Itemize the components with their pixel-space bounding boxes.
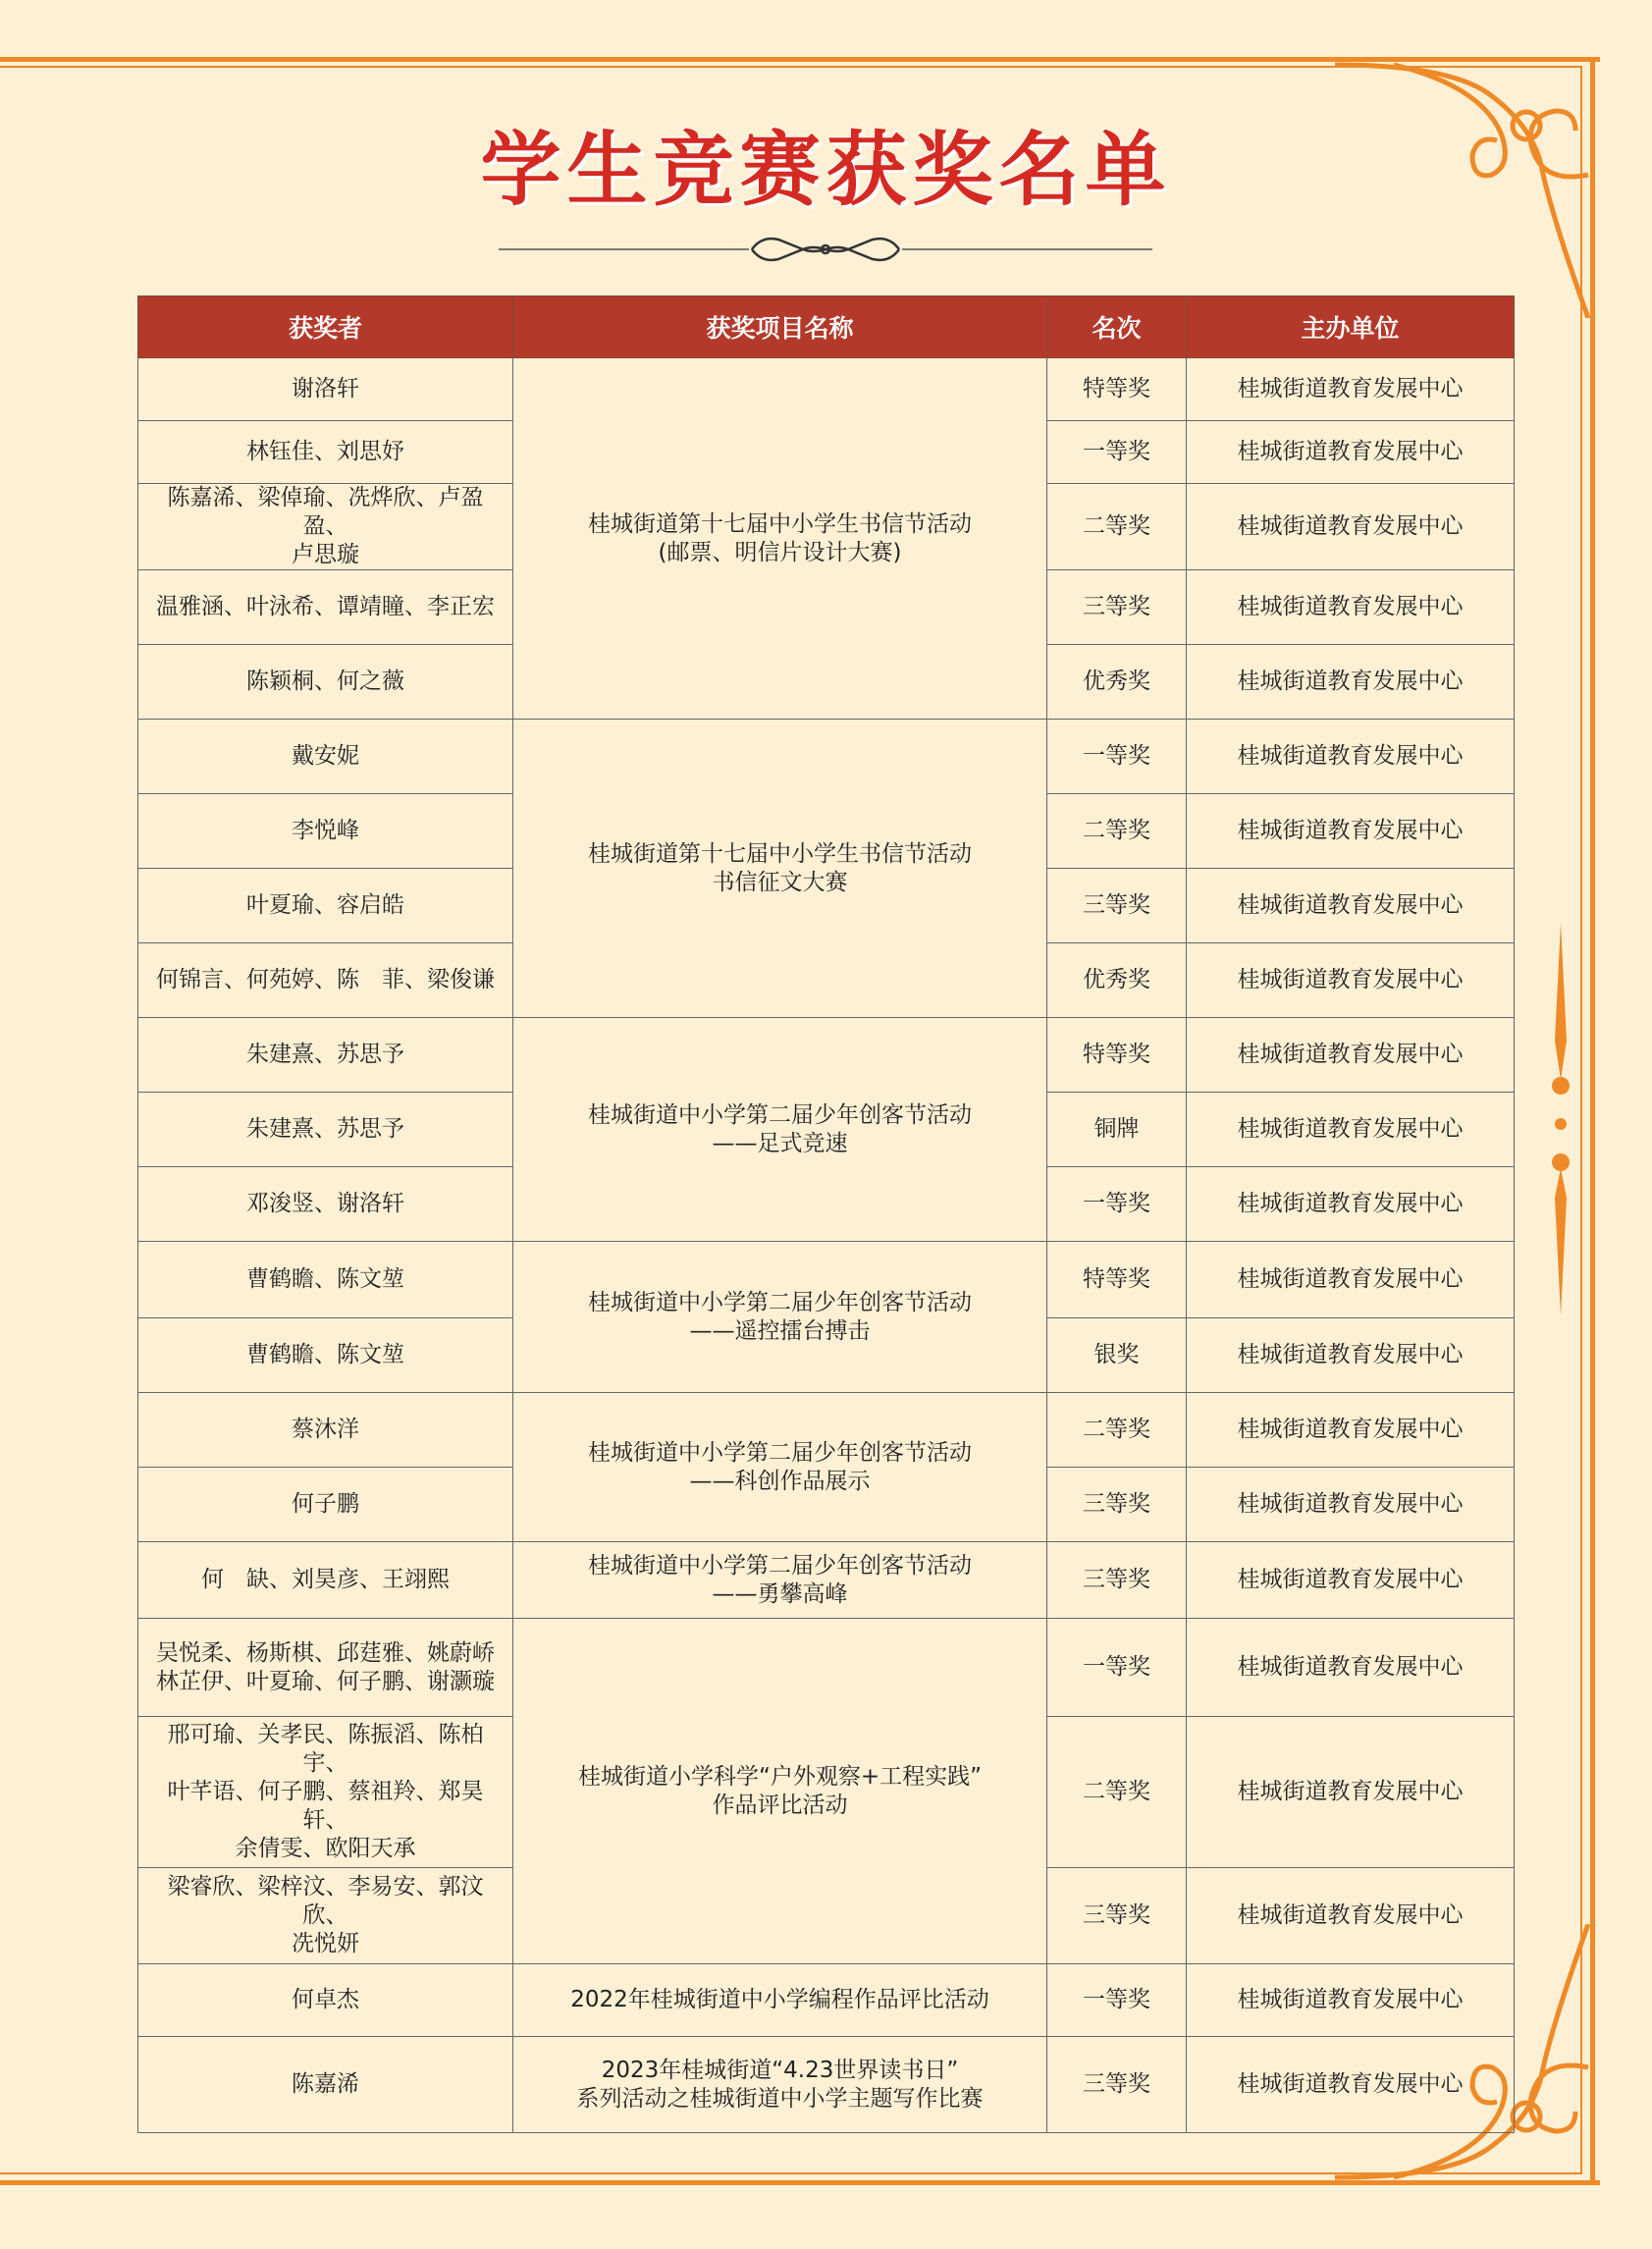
winners-cell: 陈嘉浠 — [138, 2037, 513, 2133]
rank-cell: 三等奖 — [1047, 869, 1187, 943]
organizer-cell: 桂城街道教育发展中心 — [1187, 1393, 1515, 1468]
winners-cell: 邓浚竖、谢洛轩 — [138, 1167, 513, 1242]
table-body — [138, 358, 1515, 2133]
rank-cell: 三等奖 — [1047, 1542, 1187, 1619]
organizer-cell: 桂城街道教育发展中心 — [1187, 1542, 1515, 1619]
organizer-cell: 桂城街道教育发展中心 — [1187, 1619, 1515, 1717]
rank-cell: 一等奖 — [1047, 1619, 1187, 1717]
organizer-cell: 桂城街道教育发展中心 — [1187, 869, 1515, 943]
project-cell: 2023年桂城街道“4.23世界读书日” 系列活动之桂城街道中小学主题写作比赛 — [513, 2037, 1047, 2133]
organizer-cell: 桂城街道教育发展中心 — [1187, 484, 1515, 570]
table-row — [138, 1242, 1515, 1318]
winners-cell: 曹鹤瞻、陈文堃 — [138, 1242, 513, 1318]
table-row — [138, 358, 1515, 421]
rank-cell: 优秀奖 — [1047, 943, 1187, 1018]
frame-right-border — [1590, 57, 1595, 2185]
winners-cell: 曹鹤瞻、陈文堃 — [138, 1318, 513, 1393]
project-cell: 桂城街道中小学第二届少年创客节活动 ——勇攀高峰 — [513, 1542, 1047, 1619]
page-title: 学生竞赛获奖名单 — [480, 124, 1172, 217]
project-cell: 桂城街道中小学第二届少年创客节活动 ——科创作品展示 — [513, 1393, 1047, 1542]
organizer-cell: 桂城街道教育发展中心 — [1187, 1964, 1515, 2037]
winners-cell: 戴安妮 — [138, 720, 513, 794]
table-row — [138, 1619, 1515, 1717]
winners-cell: 何 缺、刘昊彦、王翊熙 — [138, 1542, 513, 1619]
winners-cell: 温雅涵、叶泳希、谭靖瞳、李正宏 — [138, 570, 513, 645]
rank-cell: 三等奖 — [1047, 570, 1187, 645]
winners-cell: 吴悦柔、杨斯棋、邱莛雅、姚蔚峤 林芷伊、叶夏瑜、何子鹏、谢灏璇 — [138, 1619, 513, 1717]
project-cell: 桂城街道第十七届中小学生书信节活动 (邮票、明信片设计大赛) — [513, 358, 1047, 720]
header-organizer: 主办单位 — [1187, 296, 1515, 358]
organizer-cell: 桂城街道教育发展中心 — [1187, 1717, 1515, 1868]
organizer-cell: 桂城街道教育发展中心 — [1187, 1018, 1515, 1093]
title-divider-icon — [499, 226, 1152, 265]
organizer-cell: 桂城街道教育发展中心 — [1187, 570, 1515, 645]
organizer-cell: 桂城街道教育发展中心 — [1187, 1868, 1515, 1964]
awards-table — [137, 295, 1515, 2133]
project-cell: 桂城街道中小学第二届少年创客节活动 ——遥控擂台搏击 — [513, 1242, 1047, 1393]
organizer-cell: 桂城街道教育发展中心 — [1187, 1093, 1515, 1167]
winners-cell: 叶夏瑜、容启皓 — [138, 869, 513, 943]
rank-cell: 一等奖 — [1047, 720, 1187, 794]
winners-cell: 朱建熹、苏思予 — [138, 1018, 513, 1093]
table-row — [138, 1018, 1515, 1093]
rank-cell: 二等奖 — [1047, 484, 1187, 570]
organizer-cell: 桂城街道教育发展中心 — [1187, 720, 1515, 794]
header-winners: 获奖者 — [138, 296, 513, 358]
table-row — [138, 720, 1515, 794]
organizer-cell: 桂城街道教育发展中心 — [1187, 1468, 1515, 1542]
winners-cell: 朱建熹、苏思予 — [138, 1093, 513, 1167]
winners-cell: 何子鹏 — [138, 1468, 513, 1542]
organizer-cell: 桂城街道教育发展中心 — [1187, 645, 1515, 720]
side-ornament-icon — [1531, 923, 1590, 1315]
organizer-cell: 桂城街道教育发展中心 — [1187, 2037, 1515, 2133]
project-cell: 桂城街道小学科学“户外观察+工程实践” 作品评比活动 — [513, 1619, 1047, 1964]
organizer-cell: 桂城街道教育发展中心 — [1187, 1167, 1515, 1242]
table-row — [138, 2037, 1515, 2133]
rank-cell: 特等奖 — [1047, 1242, 1187, 1318]
rank-cell: 优秀奖 — [1047, 645, 1187, 720]
header-project: 获奖项目名称 — [513, 296, 1047, 358]
rank-cell: 一等奖 — [1047, 1167, 1187, 1242]
project-cell: 桂城街道中小学第二届少年创客节活动 ——足式竞速 — [513, 1018, 1047, 1242]
winners-cell: 何锦言、何苑婷、陈 菲、梁俊谦 — [138, 943, 513, 1018]
project-cell: 2022年桂城街道中小学编程作品评比活动 — [513, 1964, 1047, 2037]
organizer-cell: 桂城街道教育发展中心 — [1187, 943, 1515, 1018]
rank-cell: 二等奖 — [1047, 1717, 1187, 1868]
rank-cell: 一等奖 — [1047, 1964, 1187, 2037]
organizer-cell: 桂城街道教育发展中心 — [1187, 1242, 1515, 1318]
winners-cell: 陈嘉浠、梁倬瑜、冼烨欣、卢盈盈、 卢思璇 — [138, 484, 513, 570]
table-header-row — [138, 296, 1515, 358]
winners-cell: 何卓杰 — [138, 1964, 513, 2037]
header-rank: 名次 — [1047, 296, 1187, 358]
table-row — [138, 1542, 1515, 1619]
organizer-cell: 桂城街道教育发展中心 — [1187, 358, 1515, 421]
organizer-cell: 桂城街道教育发展中心 — [1187, 421, 1515, 484]
rank-cell: 特等奖 — [1047, 1018, 1187, 1093]
winners-cell: 蔡沐洋 — [138, 1393, 513, 1468]
winners-cell: 林钰佳、刘思妤 — [138, 421, 513, 484]
winners-cell: 邢可瑜、关孝民、陈振滔、陈柏宇、 叶芊语、何子鹏、蔡祖羚、郑昊轩、 余倩雯、欧阳天承 — [138, 1717, 513, 1868]
rank-cell: 三等奖 — [1047, 2037, 1187, 2133]
rank-cell: 三等奖 — [1047, 1868, 1187, 1964]
rank-cell: 铜牌 — [1047, 1093, 1187, 1167]
rank-cell: 三等奖 — [1047, 1468, 1187, 1542]
project-cell: 桂城街道第十七届中小学生书信节活动 书信征文大赛 — [513, 720, 1047, 1018]
winners-cell: 梁睿欣、梁梓汶、李易安、郭汶欣、 冼悦妍 — [138, 1868, 513, 1964]
table-row — [138, 1393, 1515, 1468]
rank-cell: 二等奖 — [1047, 1393, 1187, 1468]
organizer-cell: 桂城街道教育发展中心 — [1187, 1318, 1515, 1393]
rank-cell: 特等奖 — [1047, 358, 1187, 421]
organizer-cell: 桂城街道教育发展中心 — [1187, 794, 1515, 869]
rank-cell: 二等奖 — [1047, 794, 1187, 869]
rank-cell: 银奖 — [1047, 1318, 1187, 1393]
rank-cell: 一等奖 — [1047, 421, 1187, 484]
winners-cell: 李悦峰 — [138, 794, 513, 869]
winners-cell: 陈颖桐、何之薇 — [138, 645, 513, 720]
table-row — [138, 1964, 1515, 2037]
winners-cell: 谢洛轩 — [138, 358, 513, 421]
